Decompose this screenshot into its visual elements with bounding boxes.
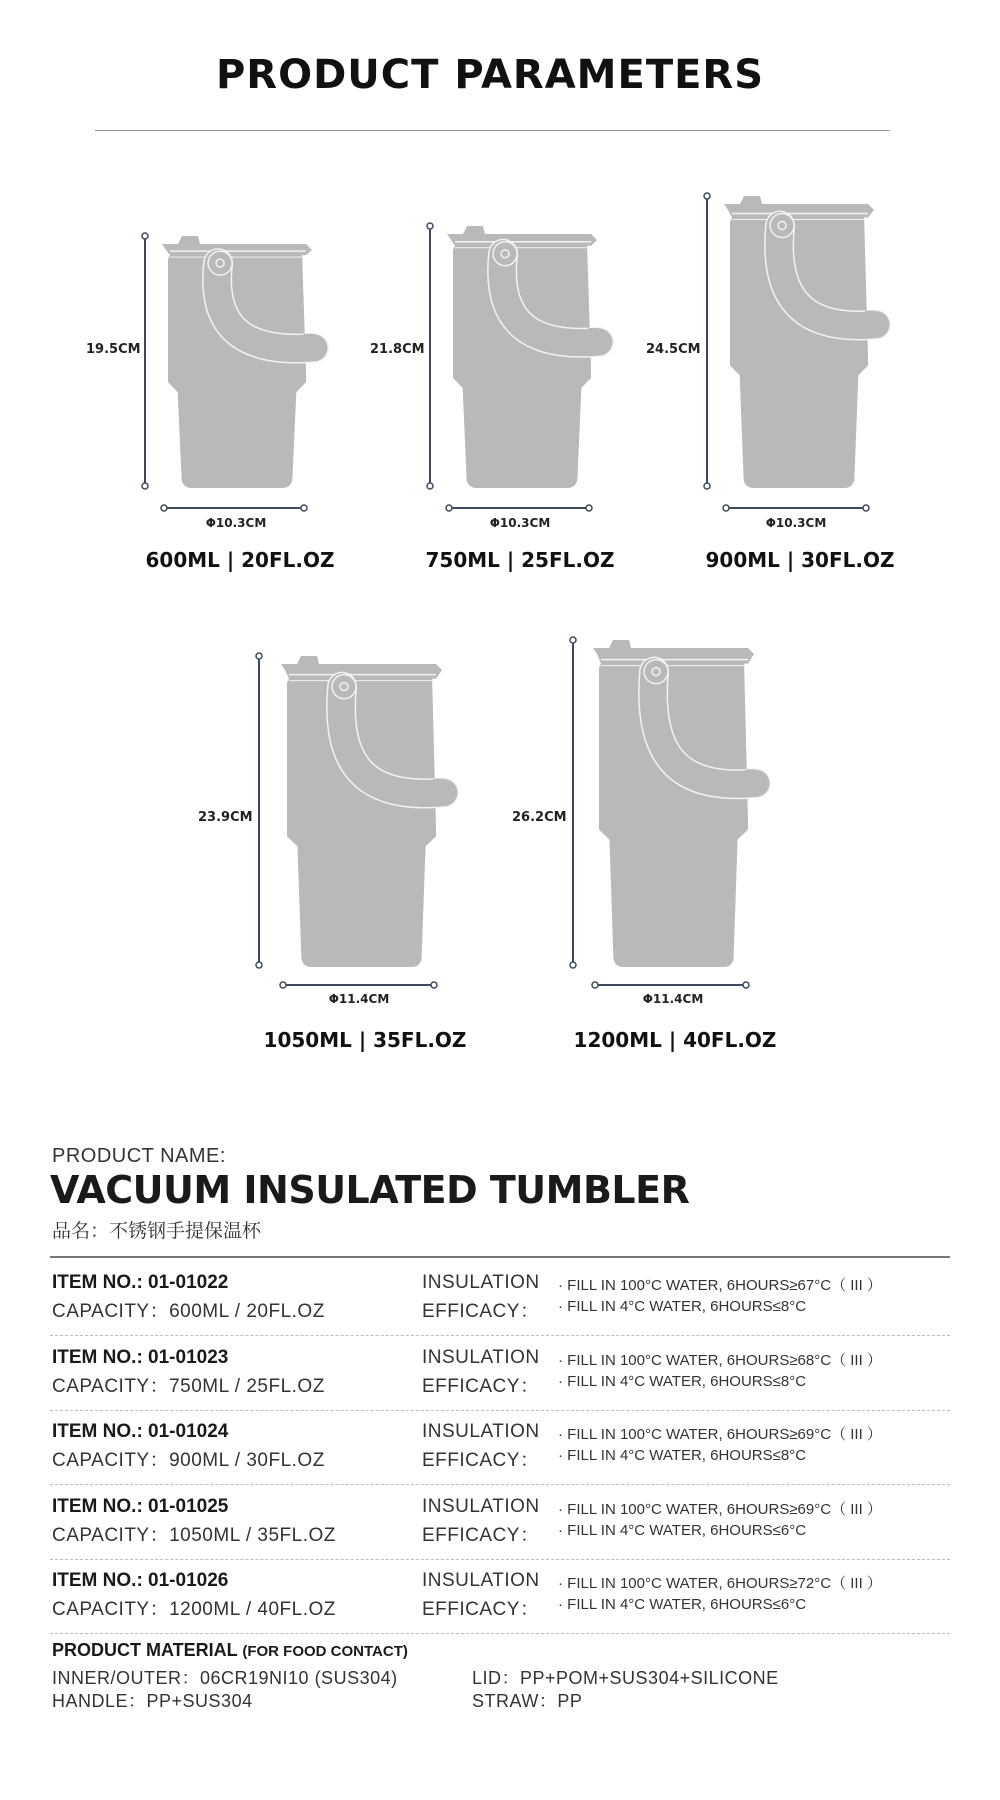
material-lid: LID：PP+POM+SUS304+SILICONE	[472, 1668, 779, 1688]
handle-end	[864, 311, 878, 337]
dimension-endpoint	[427, 223, 433, 229]
dimension-endpoint	[704, 483, 710, 489]
material-handle: HANDLE：PP+SUS304	[52, 1691, 253, 1711]
height-label: 23.9CM	[198, 810, 253, 825]
efficacy-label: EFFICACY：	[422, 1599, 540, 1620]
item-number: ITEM NO.: 01-01026	[52, 1570, 229, 1591]
handle-hinge	[332, 675, 356, 699]
cold-water-result: · FILL IN 4°C WATER, 6HOURS≤6°C	[558, 1521, 807, 1539]
material-inner-outer: INNER/OUTER：06CR19NI10 (SUS304)	[52, 1668, 398, 1688]
tumbler-lid	[162, 236, 312, 255]
capacity-label: 750ML | 25FL.OZ	[425, 548, 615, 572]
material-title-note: (FOR FOOD CONTACT)	[242, 1643, 408, 1660]
capacity-label: 900ML | 30FL.OZ	[705, 548, 895, 572]
diameter-label: Φ10.3CM	[489, 516, 551, 530]
capacity-value: CAPACITY：900ML / 30FL.OZ	[52, 1450, 325, 1471]
spec-row	[50, 1262, 950, 1336]
height-label: 26.2CM	[512, 810, 567, 825]
insulation-label: INSULATION	[422, 1421, 540, 1442]
dimension-endpoint	[161, 505, 167, 511]
spec-divider	[50, 1256, 950, 1258]
tumbler-body	[730, 214, 868, 488]
cold-water-result: · FILL IN 4°C WATER, 6HOURS≤8°C	[558, 1298, 807, 1315]
diameter-label: Φ10.3CM	[205, 516, 267, 530]
tumbler-body	[168, 251, 306, 488]
spec-row	[50, 1337, 950, 1411]
dimension-endpoint	[256, 653, 262, 659]
dimension-endpoint	[256, 962, 262, 968]
dimension-endpoint	[570, 637, 576, 643]
spec-row	[50, 1560, 950, 1634]
insulation-label: INSULATION	[422, 1495, 540, 1517]
dimension-endpoint	[592, 982, 598, 988]
hot-water-result: · FILL IN 100°C WATER, 6HOURS≥69°C（ III ）	[558, 1426, 882, 1443]
efficacy-label: EFFICACY：	[422, 1450, 540, 1471]
product-name: VACUUM INSULATED TUMBLER	[50, 1168, 690, 1212]
dimension-endpoint	[427, 483, 433, 489]
efficacy-label: EFFICACY：	[422, 1375, 540, 1397]
diameter-label: Φ11.4CM	[642, 992, 704, 1006]
dimension-endpoint	[570, 962, 576, 968]
diameter-label: Φ10.3CM	[765, 516, 827, 530]
handle-hinge	[770, 214, 794, 238]
insulation-label: INSULATION	[422, 1272, 540, 1293]
capacity-value: CAPACITY：1050ML / 35FL.OZ	[52, 1524, 336, 1546]
dimension-endpoint	[431, 982, 437, 988]
tumbler-body	[453, 242, 591, 488]
dimension-endpoint	[863, 505, 869, 511]
material-straw: STRAW：PP	[472, 1691, 583, 1711]
capacity-label: 1200ML | 40FL.OZ	[573, 1028, 777, 1052]
height-label: 24.5CM	[646, 342, 701, 357]
dimension-endpoint	[743, 982, 749, 988]
handle-end	[432, 779, 446, 805]
tumbler-lid	[724, 196, 874, 218]
capacity-value: CAPACITY：600ML / 20FL.OZ	[52, 1301, 325, 1322]
dimension-endpoint	[280, 982, 286, 988]
handle-hinge	[208, 251, 232, 275]
dimension-endpoint	[586, 505, 592, 511]
dimension-endpoint	[142, 483, 148, 489]
handle-hinge	[644, 660, 668, 684]
handle-end	[744, 769, 758, 795]
capacity-value: CAPACITY：750ML / 25FL.OZ	[52, 1375, 325, 1397]
capacity-label: 600ML | 20FL.OZ	[145, 548, 335, 572]
spec-row	[50, 1411, 950, 1485]
insulation-label: INSULATION	[422, 1346, 540, 1368]
dimension-endpoint	[704, 193, 710, 199]
item-number: ITEM NO.: 01-01022	[52, 1272, 229, 1293]
handle-hinge	[493, 242, 517, 266]
product-name-label: PRODUCT NAME:	[52, 1145, 226, 1167]
efficacy-label: EFFICACY：	[422, 1524, 540, 1546]
material-title	[52, 1640, 408, 1661]
page-title: PRODUCT PARAMETERS	[215, 52, 765, 98]
tumbler-lid	[447, 226, 597, 246]
material-title-text: PRODUCT MATERIAL	[52, 1640, 238, 1660]
handle-end	[302, 334, 316, 360]
item-number: ITEM NO.: 01-01024	[52, 1421, 229, 1442]
cold-water-result: · FILL IN 4°C WATER, 6HOURS≤8°C	[558, 1372, 807, 1390]
capacity-label: 1050ML | 35FL.OZ	[263, 1028, 467, 1052]
capacity-value: CAPACITY：1200ML / 40FL.OZ	[52, 1599, 336, 1620]
spec-row	[50, 1486, 950, 1560]
height-label: 21.8CM	[370, 342, 425, 357]
dimension-endpoint	[301, 505, 307, 511]
hot-water-result: · FILL IN 100°C WATER, 6HOURS≥72°C（ III ）	[558, 1575, 882, 1592]
item-number: ITEM NO.: 01-01023	[52, 1346, 229, 1368]
cold-water-result: · FILL IN 4°C WATER, 6HOURS≤8°C	[558, 1447, 807, 1464]
height-label: 19.5CM	[86, 342, 141, 357]
tumbler-body	[599, 660, 748, 967]
insulation-label: INSULATION	[422, 1570, 540, 1591]
diameter-label: Φ11.4CM	[328, 992, 390, 1006]
efficacy-label: EFFICACY：	[422, 1301, 540, 1322]
hot-water-result: · FILL IN 100°C WATER, 6HOURS≥68°C（ III ）	[558, 1351, 882, 1369]
hot-water-result: · FILL IN 100°C WATER, 6HOURS≥67°C（ III ）	[558, 1277, 882, 1294]
dimension-endpoint	[723, 505, 729, 511]
dimension-endpoint	[142, 233, 148, 239]
row-divider	[50, 1633, 950, 1634]
item-number: ITEM NO.: 01-01025	[52, 1495, 229, 1517]
dimension-endpoint	[446, 505, 452, 511]
hot-water-result: · FILL IN 100°C WATER, 6HOURS≥69°C（ III ）	[558, 1500, 882, 1518]
tumbler-body	[287, 675, 436, 967]
product-name-chinese: 品名：不锈钢手提保温杯	[52, 1221, 262, 1242]
cold-water-result: · FILL IN 4°C WATER, 6HOURS≤6°C	[558, 1596, 807, 1613]
handle-end	[587, 328, 601, 354]
